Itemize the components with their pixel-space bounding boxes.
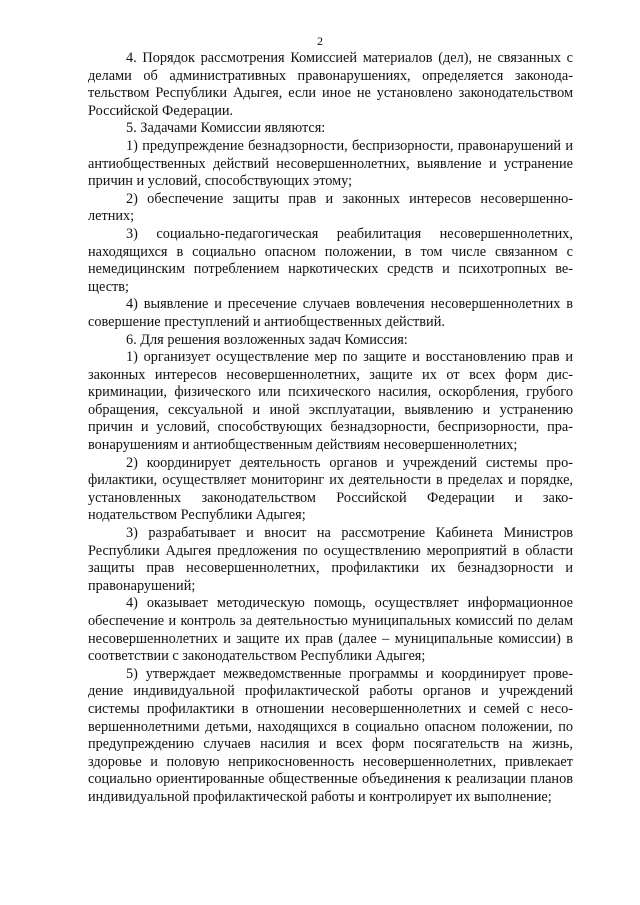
paragraph-5-item-2: 2) обеспечение защиты прав и законных интересов несовершеннолетних; — [88, 190, 573, 225]
paragraph-5-item-1: 1) предупреждение безнадзорности, беспризорности, правонарушений и антиобщественных действий несовершеннолетних, выявление и устранение причин и условий, способствующих этому; — [88, 137, 573, 190]
paragraph-6-item-1: 1) организует осуществление мер по защите и восстановлению прав и законных интересов несовершеннолетних, защите их от всех форм дискриминации, физического или психического насилия, оскорбления, грубого обращения, сексуальной и иной эксплуатации, выявлению и устранению причин и условий, способствующих безнадзорности, беспризорности, правонарушениям и антиобщественным действиям несовершеннолетних; — [88, 349, 573, 454]
paragraph-6-item-2: 2) координирует деятельность органов и учреждений системы профилактики, осуществляет мониторинг их деятельности в пределах и порядке, установленных законодательством Российской Федерации и законодательством Республики Адыгея; — [88, 454, 573, 524]
document-body — [88, 50, 573, 807]
page-number: 2 — [317, 34, 323, 48]
paragraph-6-heading: 6. Для решения возложенных задач Комиссия: — [126, 331, 408, 348]
paragraph-6-item-5: 5) утверждает межведомственные программы и координирует проведение индивидуальной профилактической работы органов и учреждений системы профилактики в отношении несовершеннолетних и семей с несовершеннолетними детьми, находящихся в социально опасном положении, по предупреждению случаев насилия и всех форм посягательств на жизнь, здоровье и половую неприкосновенность несовершеннолетних, привлекает социально ориентированные общественные объединения к реализации планов индивидуальной профилактической работы и контролирует их выполнение; — [88, 665, 573, 805]
paragraph-5-item-4: 4) выявление и пресечение случаев вовлечения несовершеннолетних в совершение преступлений и антиобщественных действий. — [88, 296, 573, 330]
paragraph-6-item-4: 4) оказывает методическую помощь, осуществляет информационное обеспечение и контроль за деятельностью муниципальных комиссий по делам несовершеннолетних и защите их прав (далее – муниципальные комиссии) в соответствии с законодательством Республики Адыгея; — [88, 595, 573, 665]
paragraph-6-item-3: 3) разрабатывает и вносит на рассмотрение Кабинета Министров Республики Адыгея предложения по осуществлению мероприятий в области защиты прав несовершеннолетних, профилактики их безнадзорности и правонарушений; — [88, 525, 573, 594]
paragraph-4: 4. Порядок рассмотрения Комиссией материалов (дел), не связанных с делами об административных правонарушениях, определяется законодательством Республики Адыгея, если иное не установлено законодательством Российской Федерации. — [88, 50, 573, 119]
paragraph-5-heading: 5. Задачами Комиссии являются: — [126, 120, 326, 137]
paragraph-5-item-3: 3) социально-педагогическая реабилитация несовершеннолетних, находящихся в социально опасном положении, в том числе связанном с немедицинским потреблением наркотических средств и психотропных веществ; — [88, 225, 573, 295]
